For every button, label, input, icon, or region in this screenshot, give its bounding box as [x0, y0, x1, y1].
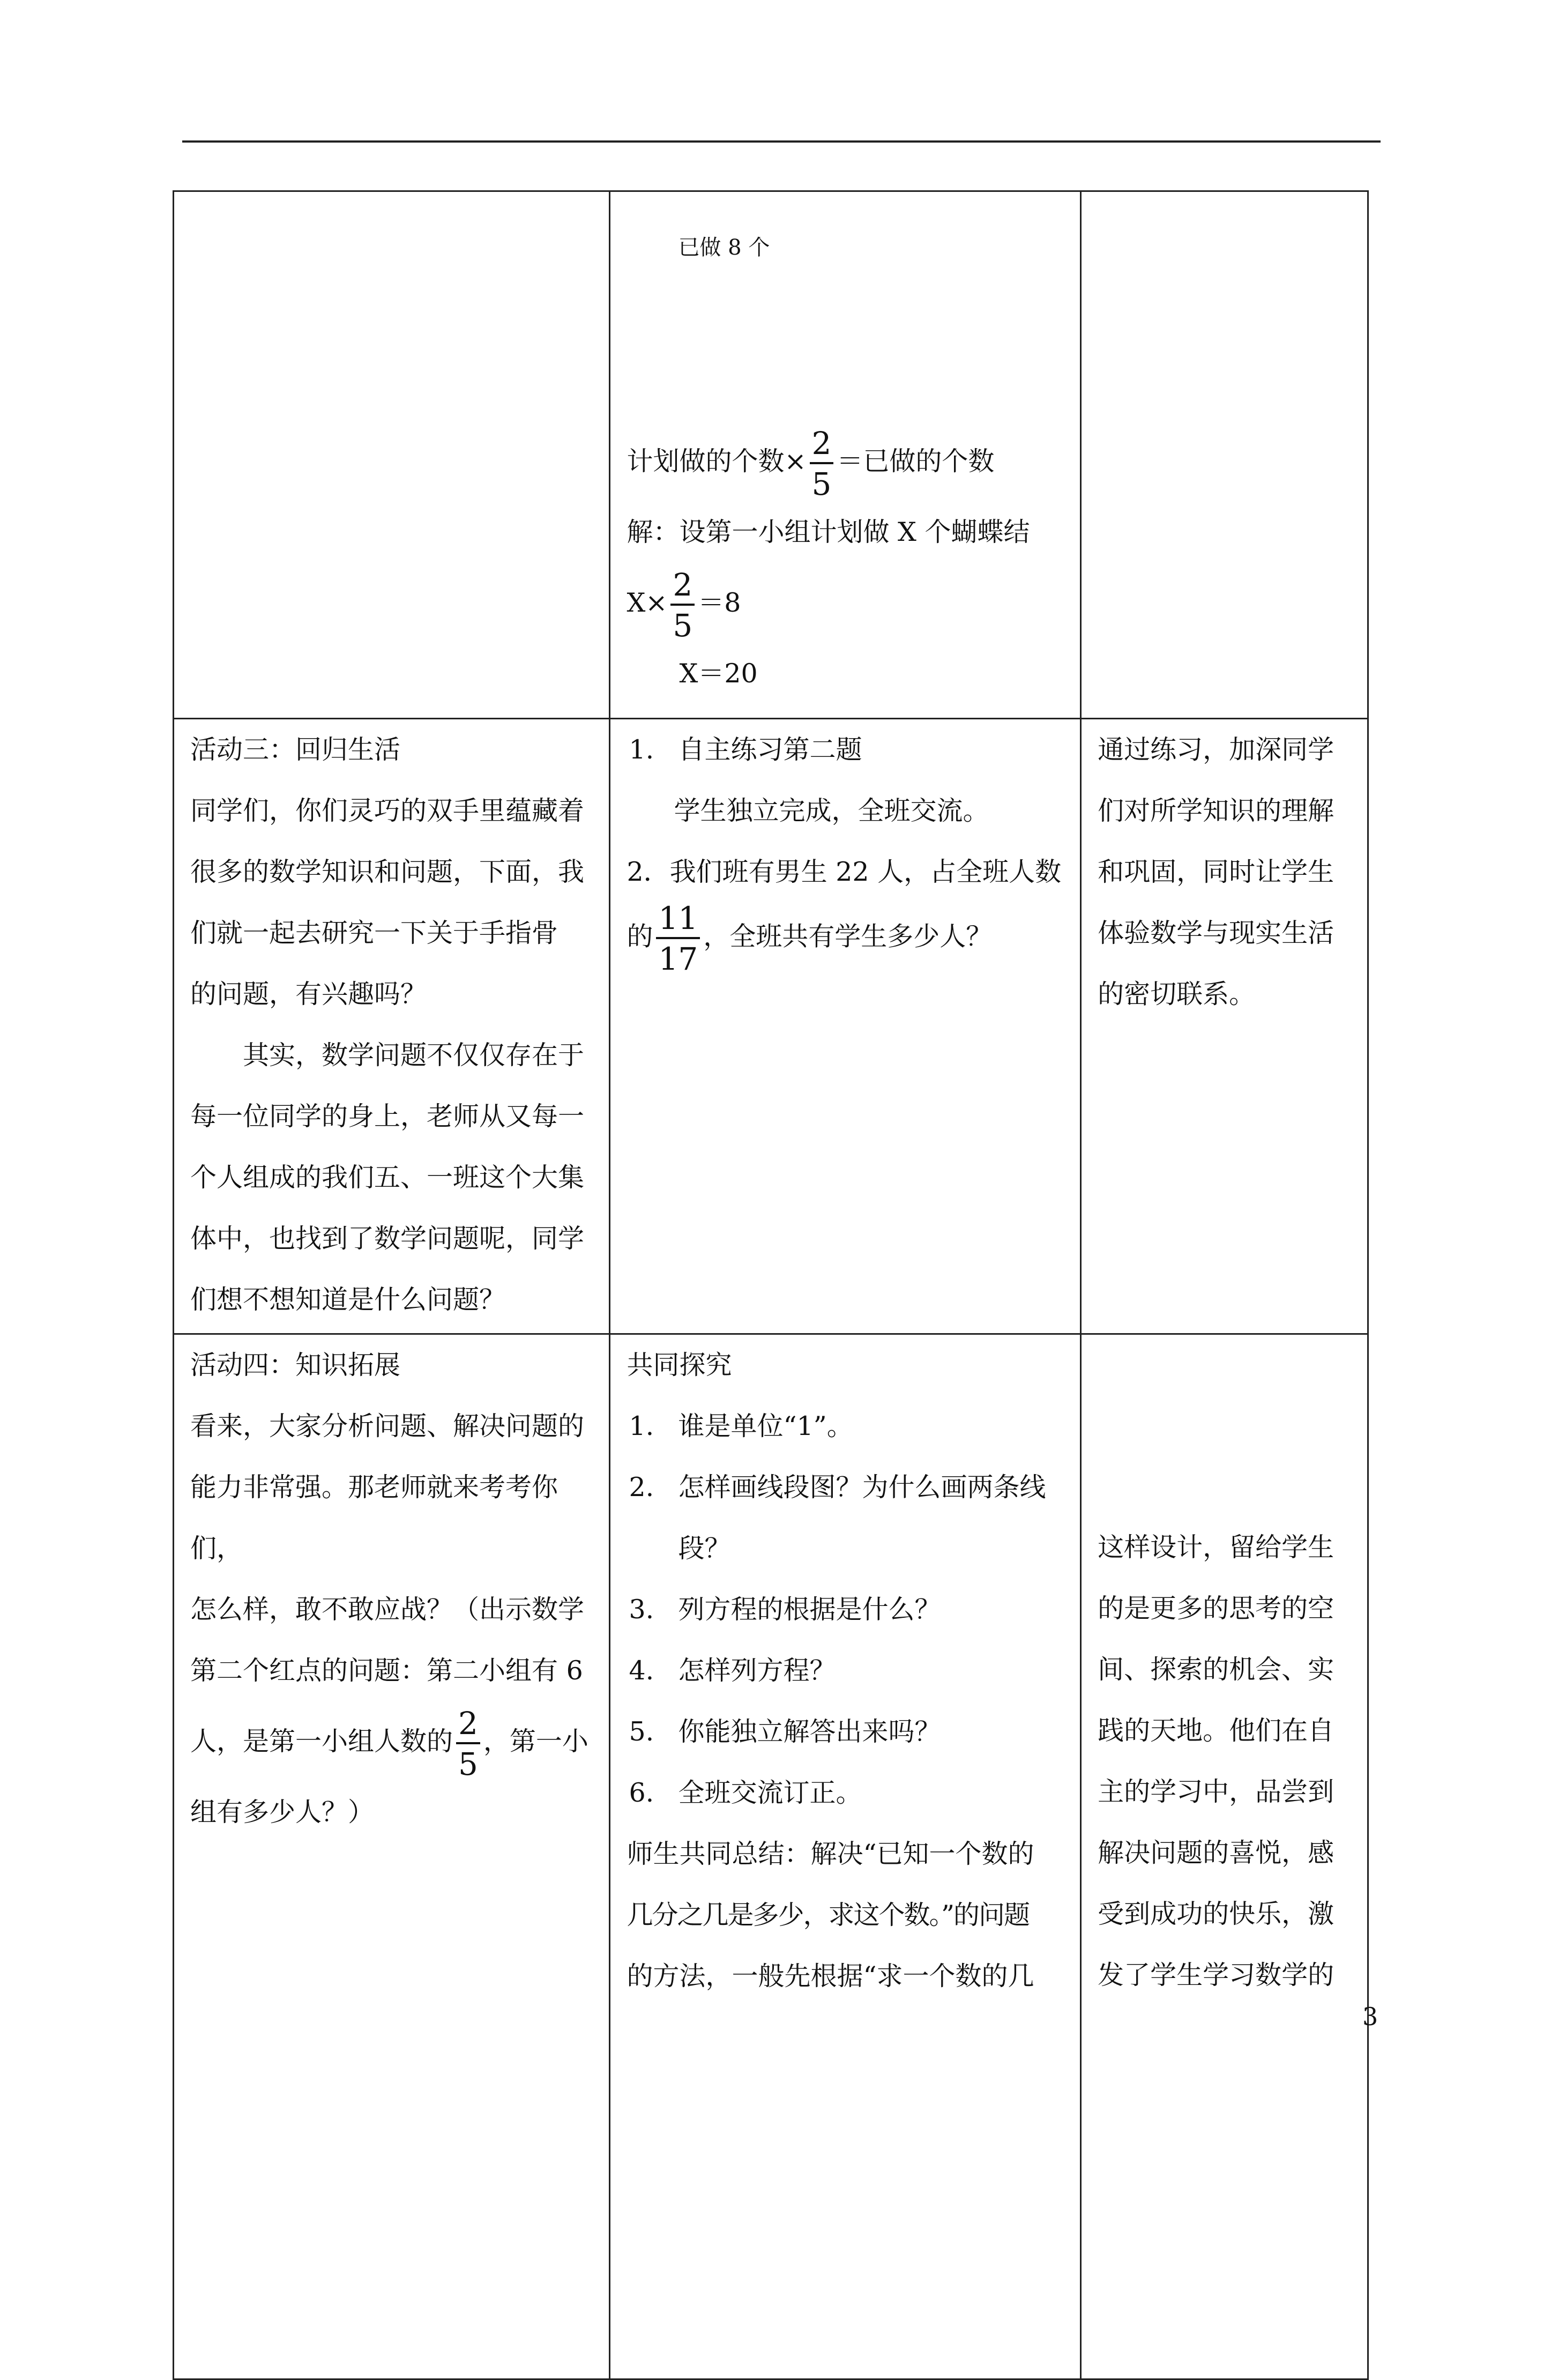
- cell-student-activity: [610, 1334, 1081, 2379]
- fraction: $\frac{11}{17}$: [656, 903, 700, 975]
- list-item-fraction-line: 的 $\frac{11}{17}$ ，全班共有学生多少人？: [627, 900, 993, 977]
- relation-equation: 计划做的个数× $\frac{2}{5}$ ＝已做的个数: [627, 425, 995, 502]
- text-line: 们就一起去研究一下关于手指骨: [190, 918, 558, 948]
- activity-title: 活动三：回归生活: [190, 734, 401, 765]
- cell-student-activity: [610, 719, 1081, 1334]
- table-row: [174, 719, 1368, 1334]
- text-line: 能力非常强。那老师就来考考你们，: [190, 1472, 558, 1564]
- text-line: 第二个红点的问题：第二小组有 6: [190, 1655, 583, 1686]
- list-item: 4. 怎样列方程？: [629, 1655, 836, 1686]
- text-line: 每一位同学的身上，老师从又每一: [190, 1101, 585, 1132]
- text-line: 的是更多的思考的空: [1098, 1593, 1334, 1624]
- text-line: 体中，也找到了数学问题呢，同学: [190, 1223, 585, 1254]
- text-line: 受到成功的快乐，激: [1098, 1899, 1334, 1929]
- text-line: 的问题，有兴趣吗？: [190, 979, 427, 1009]
- section-title: 共同探究: [627, 1350, 732, 1380]
- list-item-note: 学生独立完成，全班交流。: [674, 795, 989, 826]
- text-line-fraction: 人，是第一小组人数的 $\frac{2}{5}$ ，第一小: [190, 1705, 588, 1782]
- cell-student-activity: [610, 191, 1081, 719]
- lesson-plan-table: [173, 190, 1369, 2380]
- text-line: 主的学习中，品尝到: [1098, 1776, 1334, 1807]
- text-line: 间、探索的机会、实: [1098, 1654, 1334, 1685]
- text-line: 们想不想知道是什么问题？: [190, 1284, 506, 1315]
- activity-title: 活动四：知识拓展: [190, 1350, 401, 1380]
- text-line: 组有多少人？）: [190, 1797, 375, 1827]
- cell-design-intent: [1081, 719, 1368, 1334]
- list-item: 2．我们班有男生 22 人，占全班人数: [627, 857, 1062, 887]
- list-item: 1. 谁是单位“1”。: [629, 1411, 853, 1441]
- text-line: 通过练习，加深同学: [1098, 734, 1334, 765]
- table-row: [174, 1334, 1368, 2379]
- text-line: 其实，数学问题不仅仅存在于: [243, 1040, 585, 1070]
- fraction: $\frac{2}{5}$: [810, 428, 834, 500]
- text-line: 这样设计，留给学生: [1098, 1532, 1334, 1563]
- fraction: $\frac{2}{5}$: [456, 1708, 480, 1780]
- cell-activity: [174, 191, 610, 719]
- summary-line: 师生共同总结：解决“已知一个数的: [627, 1839, 1034, 1869]
- text-line: 同学们，你们灵巧的双手里蕴藏着: [190, 795, 585, 826]
- equation-answer: X＝20: [679, 658, 758, 689]
- cell-design-intent: [1081, 191, 1368, 719]
- header-rule: [182, 140, 1381, 143]
- text-line: 解决问题的喜悦，感: [1098, 1838, 1334, 1868]
- text-line: 践的天地。他们在自: [1098, 1715, 1334, 1746]
- text-line: 怎么样，敢不敢应战？（出示数学: [190, 1594, 585, 1625]
- text-line: 和巩固，同时让学生: [1098, 857, 1334, 887]
- list-item: 3. 列方程的根据是什么？: [629, 1594, 941, 1625]
- text-line: 们对所学知识的理解: [1098, 795, 1334, 826]
- text-line: 很多的数学知识和问题，下面，我: [190, 857, 585, 887]
- list-item: 2. 怎样画线段图？为什么画两条线: [629, 1472, 1046, 1503]
- list-item: 段？: [678, 1533, 731, 1564]
- text-line: 发了学生学习数学的: [1098, 1960, 1334, 1990]
- table-row: [174, 191, 1368, 719]
- text-line: 体验数学与现实生活: [1098, 918, 1334, 948]
- summary-line: 几分之几是多少，求这个数。”的问题: [627, 1900, 1029, 1930]
- fraction: $\frac{2}{5}$: [670, 569, 695, 641]
- done-count-note: 已做 8 个: [678, 235, 770, 260]
- cell-design-intent: [1081, 1334, 1368, 2379]
- solution-setup: 解：设第一小组计划做 X 个蝴蝶结: [627, 517, 1030, 547]
- list-item: 5. 你能独立解答出来吗？: [629, 1716, 941, 1747]
- list-item: 6. 全班交流订正。: [629, 1777, 862, 1808]
- text-line: 看来，大家分析问题、解决问题的: [190, 1411, 585, 1441]
- text-line: 的密切联系。: [1098, 979, 1256, 1009]
- summary-line: 的方法，一般先根据“求一个数的几: [627, 1961, 1034, 1991]
- cell-activity: [174, 1334, 610, 2379]
- equation: X× $\frac{2}{5}$ ＝8: [627, 566, 741, 644]
- cell-activity: [174, 719, 610, 1334]
- list-item: 1. 自主练习第二题: [629, 734, 862, 765]
- text-line: 个人组成的我们五、一班这个大集: [190, 1162, 585, 1193]
- page-number: 3: [1362, 2002, 1378, 2031]
